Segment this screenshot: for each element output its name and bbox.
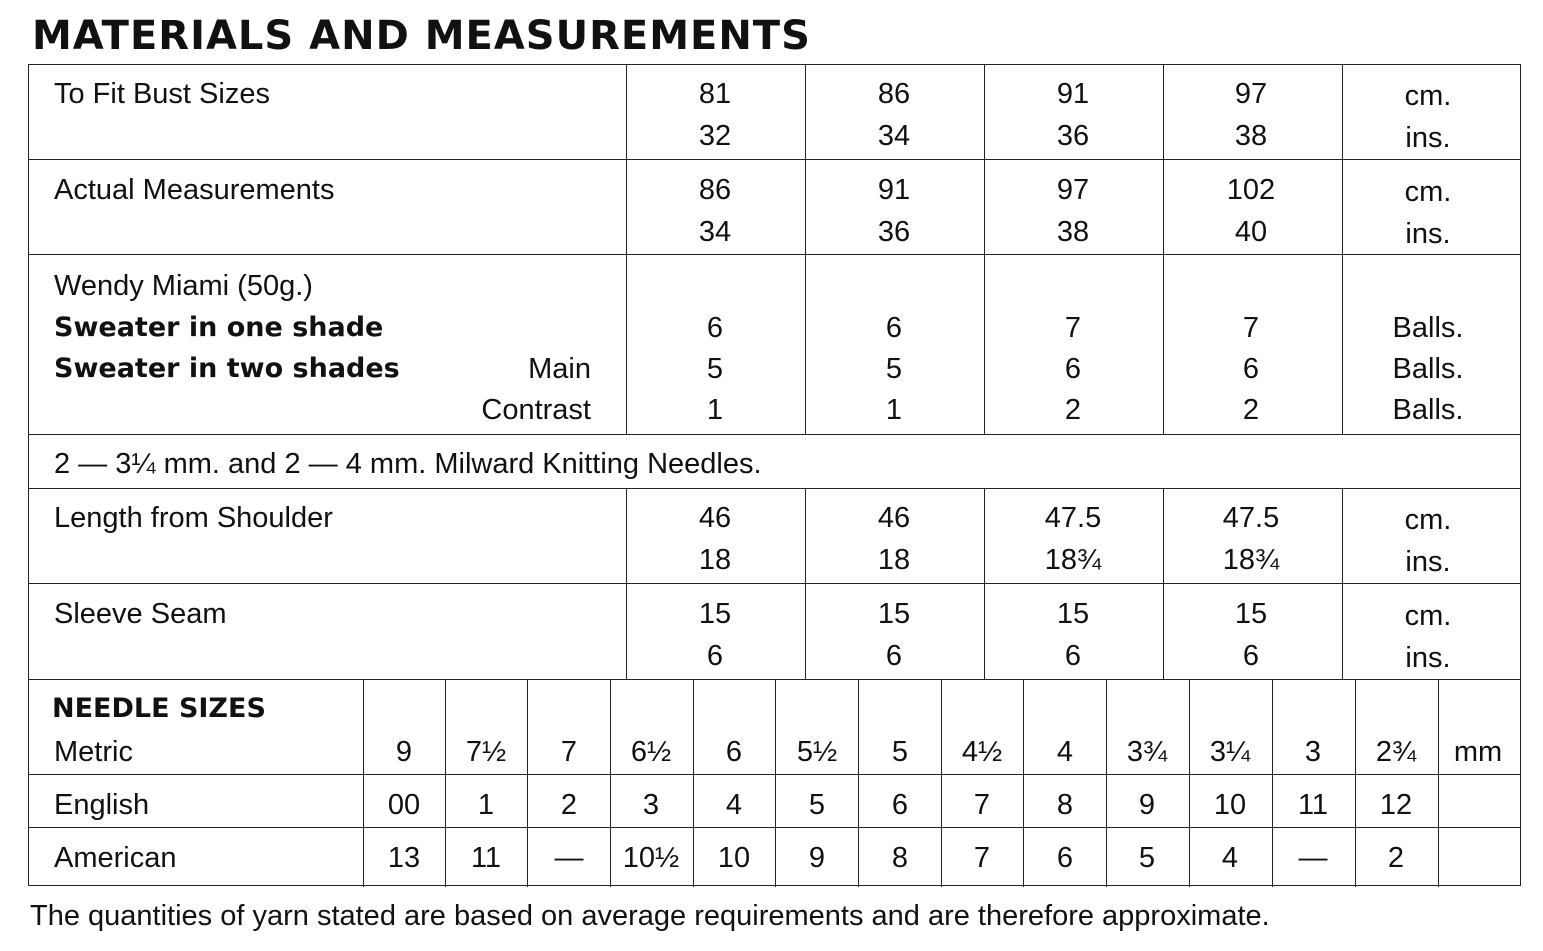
unit-cell: Balls.: [1392, 312, 1464, 344]
cell: 102: [1226, 174, 1276, 206]
main-label: Main: [528, 353, 591, 385]
cell: 6: [1242, 353, 1260, 385]
english-cell: 8: [1056, 789, 1074, 821]
column-divider: [626, 488, 627, 679]
cell: 6: [706, 312, 724, 344]
american-cell: 8: [891, 842, 909, 874]
cell: 6: [1242, 640, 1260, 672]
american-cell: 5: [1138, 842, 1156, 874]
column-divider: [1272, 679, 1273, 887]
cell: 1: [706, 394, 724, 426]
cell: 32: [698, 120, 732, 152]
row-label-bust: To Fit Bust Sizes: [54, 78, 270, 110]
row-divider: [29, 434, 1520, 435]
english-cell: 10: [1213, 789, 1247, 821]
column-divider: [693, 679, 694, 887]
cell: 81: [698, 78, 732, 110]
english-cell: 12: [1379, 789, 1413, 821]
column-divider: [1023, 679, 1024, 887]
row-label-sleeve: Sleeve Seam: [54, 598, 227, 630]
english-cell: 3: [642, 789, 660, 821]
unit-cell: ins.: [1405, 546, 1451, 578]
cell: 40: [1234, 216, 1268, 248]
column-divider: [805, 488, 806, 679]
american-cell: —: [1298, 842, 1328, 874]
page-title: MATERIALS AND MEASUREMENTS: [32, 13, 811, 59]
english-cell: 2: [560, 789, 578, 821]
row-divider: [29, 254, 1520, 255]
american-cell: 9: [808, 842, 826, 874]
column-divider: [984, 488, 985, 679]
column-divider: [1342, 488, 1343, 679]
unit-cell: ins.: [1405, 642, 1451, 674]
cell: 18¾: [1044, 544, 1102, 576]
cell: 15: [1056, 598, 1090, 630]
cell: 5: [885, 353, 903, 385]
cell: 6: [1064, 640, 1082, 672]
cell: 2: [1064, 394, 1082, 426]
cell: 18: [877, 544, 911, 576]
column-divider: [858, 679, 859, 887]
unit-cell: ins.: [1405, 122, 1451, 154]
cell: 6: [885, 312, 903, 344]
materials-table: [28, 64, 1521, 886]
english-cell: 7: [973, 789, 991, 821]
cell: 15: [698, 598, 732, 630]
column-divider: [1106, 679, 1107, 887]
american-cell: 10: [717, 842, 751, 874]
american-label: American: [54, 842, 177, 874]
metric-cell: 3¼: [1209, 736, 1251, 768]
column-divider: [363, 679, 364, 887]
metric-cell: 5: [891, 736, 909, 768]
american-cell: 7: [973, 842, 991, 874]
cell: 38: [1234, 120, 1268, 152]
column-divider: [1163, 65, 1164, 434]
metric-cell: 9: [395, 736, 413, 768]
column-divider: [527, 679, 528, 887]
cell: 1: [885, 394, 903, 426]
american-cell: —: [554, 842, 584, 874]
english-cell: 5: [808, 789, 826, 821]
column-divider: [984, 65, 985, 434]
one-shade-label: Sweater in one shade: [54, 312, 384, 343]
metric-cell: 5½: [796, 736, 838, 768]
cell: 7: [1242, 312, 1260, 344]
column-divider: [1163, 488, 1164, 679]
cell: 97: [1056, 174, 1090, 206]
american-cell: 10½: [622, 842, 680, 874]
cell: 18: [698, 544, 732, 576]
metric-cell: 6½: [630, 736, 672, 768]
metric-cell: 3: [1304, 736, 1322, 768]
row-label-actual: Actual Measurements: [54, 174, 335, 206]
cell: 36: [877, 216, 911, 248]
english-label: English: [54, 789, 150, 821]
column-divider: [445, 679, 446, 887]
cell: 15: [1234, 598, 1268, 630]
cell: 34: [698, 216, 732, 248]
cell: 86: [698, 174, 732, 206]
column-divider: [941, 679, 942, 887]
cell: 46: [698, 502, 732, 534]
cell: 6: [706, 640, 724, 672]
metric-cell: 7: [560, 736, 578, 768]
english-cell: 9: [1138, 789, 1156, 821]
cell: 6: [885, 640, 903, 672]
column-divider: [1438, 679, 1439, 887]
cell: 46: [877, 502, 911, 534]
cell: 86: [877, 78, 911, 110]
needles-note: 2 — 3¼ mm. and 2 — 4 mm. Milward Knitting Needles.: [54, 448, 762, 480]
unit-cell: cm.: [1404, 176, 1452, 208]
yarn-label: Wendy Miami (50g.): [54, 270, 313, 302]
english-cell: 1: [477, 789, 495, 821]
american-cell: 2: [1387, 842, 1405, 874]
cell: 47.5: [1044, 502, 1102, 534]
cell: 34: [877, 120, 911, 152]
american-cell: 13: [387, 842, 421, 874]
unit-cell: Balls.: [1392, 353, 1464, 385]
column-divider: [626, 65, 627, 434]
two-shades-label: Sweater in two shades: [54, 353, 400, 384]
cell: 15: [877, 598, 911, 630]
english-cell: 4: [725, 789, 743, 821]
metric-cell: 3¾: [1126, 736, 1168, 768]
unit-cell: cm.: [1404, 504, 1452, 536]
column-divider: [610, 679, 611, 887]
column-divider: [1355, 679, 1356, 887]
cell: 7: [1064, 312, 1082, 344]
metric-cell: 2¾: [1375, 736, 1417, 768]
row-divider: [29, 583, 1520, 584]
column-divider: [805, 65, 806, 434]
metric-cell: 6: [725, 736, 743, 768]
american-cell: 4: [1221, 842, 1239, 874]
footnote: The quantities of yarn stated are based on average requirements and are therefore approximate.: [30, 900, 1270, 932]
cell: 47.5: [1222, 502, 1280, 534]
cell: 5: [706, 353, 724, 385]
column-divider: [1189, 679, 1190, 887]
unit-cell: ins.: [1405, 218, 1451, 250]
cell: 2: [1242, 394, 1260, 426]
row-label-length: Length from Shoulder: [54, 502, 333, 534]
english-cell: 11: [1297, 789, 1329, 821]
cell: 91: [1056, 78, 1090, 110]
american-cell: 11: [470, 842, 502, 874]
cell: 6: [1064, 353, 1082, 385]
cell: 18¾: [1222, 544, 1280, 576]
metric-cell: 4½: [961, 736, 1003, 768]
unit-cell: cm.: [1404, 80, 1452, 112]
cell: 97: [1234, 78, 1268, 110]
english-cell: 6: [891, 789, 909, 821]
unit-cell: Balls.: [1392, 394, 1464, 426]
column-divider: [1342, 65, 1343, 434]
unit-cell: cm.: [1404, 600, 1452, 632]
cell: 91: [877, 174, 911, 206]
column-divider: [775, 679, 776, 887]
row-divider: [29, 488, 1520, 489]
contrast-label: Contrast: [481, 394, 591, 426]
needle-sizes-heading: NEEDLE SIZES: [52, 693, 266, 724]
metric-label: Metric: [54, 736, 133, 768]
metric-cell: 4: [1056, 736, 1074, 768]
american-cell: 6: [1056, 842, 1074, 874]
cell: 38: [1056, 216, 1090, 248]
metric-cell: 7½: [465, 736, 507, 768]
metric-unit: mm: [1453, 736, 1503, 768]
english-cell: 00: [387, 789, 421, 821]
cell: 36: [1056, 120, 1090, 152]
row-divider: [29, 159, 1520, 160]
